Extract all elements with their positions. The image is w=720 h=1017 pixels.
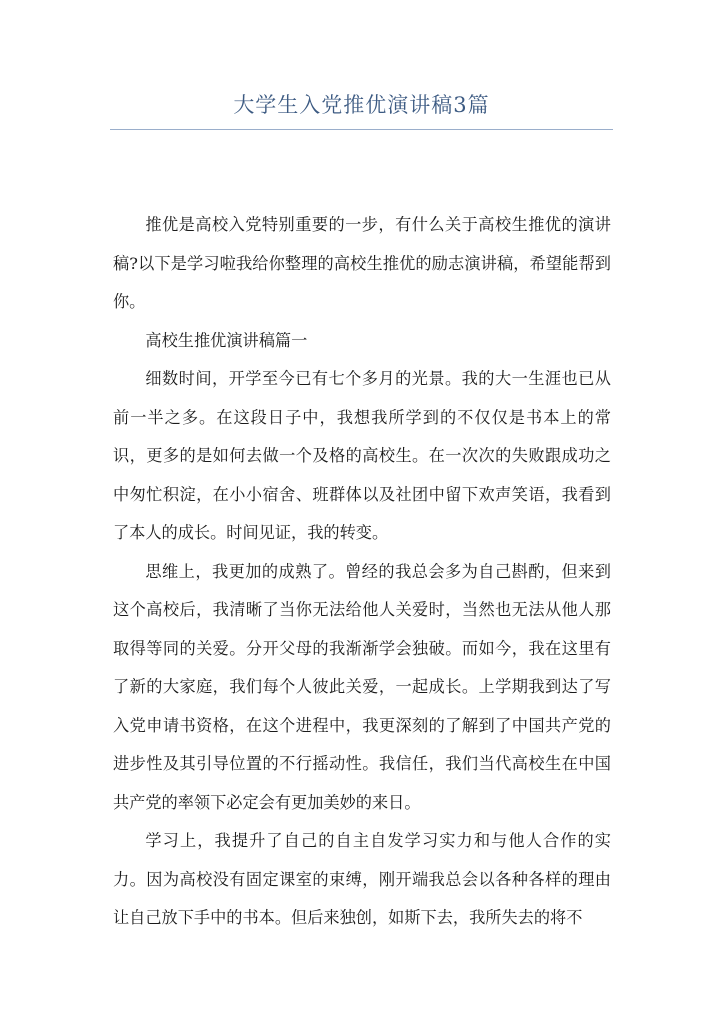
document-body xyxy=(113,206,611,938)
body-paragraph: 细数时间，开学至今已有七个多月的光景。我的大一生涯也已从前一半之多。在这段日子中，我想我所学到的不仅仅是书本上的常识，更多的是如何去做一个及格的高校生。在一次次的失败跟成功之中匆忙积淀，在小小宿舍、班群体以及社团中留下欢声笑语，我看到了本人的成长。时间见证，我的转变。 xyxy=(113,369,611,542)
body-paragraph: 思维上，我更加的成熟了。曾经的我总会多为自己斟酌，但来到这个高校后，我清晰了当你无法给他人关爱时，当然也无法从他人那取得等同的关爱。分开父母的我渐渐学会独破。而如今，我在这里有了新的大家庭，我们每个人彼此关爱，一起成长。上学期我到达了写入党申请书资格，在这个进程中，我更深刻的了解到了中国共产党的进步性及其引导位置的不行摇动性。我信任，我们当代高校生在中国共产党的率领下必定会有更加美妙的来日。 xyxy=(113,561,611,812)
title-divider xyxy=(110,129,613,130)
body-paragraph: 学习上，我提升了自己的自主自发学习实力和与他人合作的实力。因为高校没有固定课室的束缚，刚开端我总会以各种各样的理由让自己放下手中的书本。但后来独创，如斯下去，我所失去的将不 xyxy=(113,831,611,927)
intro-paragraph: 推优是高校入党特别重要的一步，有什么关于高校生推优的演讲稿?以下是学习啦我给你整理的高校生推优的励志演讲稿，希望能帮到你。 xyxy=(113,215,611,311)
section-heading: 高校生推优演讲稿篇一 xyxy=(145,330,308,350)
document-title: 大学生入党推优演讲稿3篇 xyxy=(233,93,490,117)
